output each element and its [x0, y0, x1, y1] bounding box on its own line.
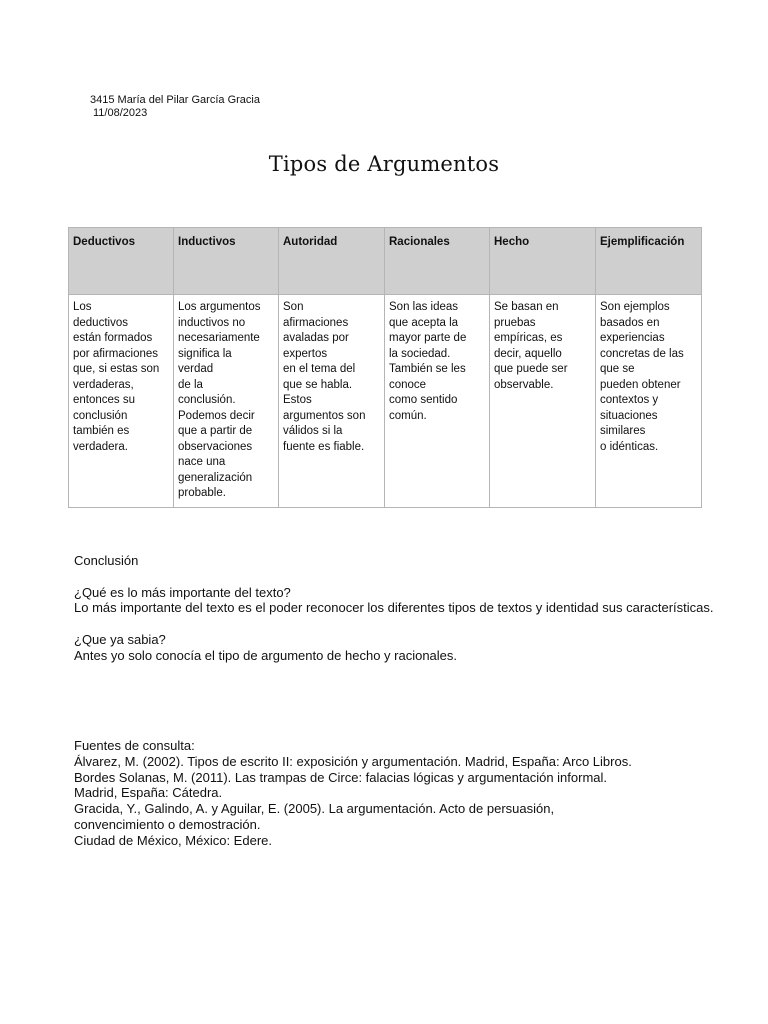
answer-2: Antes yo solo conocía el tipo de argumento de hecho y racionales.: [74, 647, 458, 663]
document-header: [90, 94, 260, 120]
question-2: ¿Que ya sabia?: [74, 631, 166, 647]
header-deductivos: Deductivos: [69, 228, 174, 295]
source-line: Gracida, Y., Galindo, A. y Aguilar, E. (2005). La argumentación. Acto de persuasión,: [74, 801, 555, 817]
cell-hecho: Se basan en pruebas empíricas, es decir, aquello que puede ser observable.: [490, 295, 596, 508]
source-line: Álvarez, M. (2002). Tipos de escrito II: exposición y argumentación. Madrid, España: Arco Libros.: [74, 753, 632, 769]
source-line: Madrid, España: Cátedra.: [74, 785, 223, 801]
author-line: 3415 María del Pilar García Gracia: [90, 94, 260, 106]
sources-heading: Fuentes de consulta:: [74, 738, 195, 753]
header-hecho: Hecho: [490, 228, 596, 295]
answer-1: Lo más importante del texto es el poder reconocer los diferentes tipos de textos y identidad sus características.: [74, 600, 714, 616]
source-line: convencimiento o demostración.: [74, 816, 261, 832]
document-date: 11/08/2023: [93, 107, 148, 119]
table-header-row: [69, 228, 702, 295]
header-ejemplificacion: Ejemplificación: [596, 228, 702, 295]
question-1: ¿Qué es lo más importante del texto?: [74, 584, 291, 600]
page-title: Tipos de Argumentos: [268, 152, 500, 176]
cell-ejemplificacion: Son ejemplos basados en experiencias concretas de las que se pueden obtener contextos y situaciones similares o idénticas.: [596, 295, 702, 508]
header-inductivos: Inductivos: [174, 228, 279, 295]
cell-inductivos: Los argumentos inductivos no necesariamente significa la verdad de la conclusión. Podemos decir que a partir de observaciones nace una generalización probable.: [174, 295, 279, 508]
table-row: [69, 295, 702, 508]
header-autoridad: Autoridad: [279, 228, 385, 295]
conclusion-heading: Conclusión: [74, 553, 139, 568]
cell-racionales: Son las ideas que acepta la mayor parte de la sociedad. También se les conoce como sentido común.: [385, 295, 490, 508]
sources-section: [74, 738, 714, 849]
source-line: Bordes Solanas, M. (2011). Las trampas de Circe: falacias lógicas y argumentación informal.: [74, 769, 608, 785]
cell-autoridad: Son afirmaciones avaladas por expertos en el tema del que se habla. Estos argumentos son válidos si la fuente es fiable.: [279, 295, 385, 508]
cell-deductivos: Los deductivos están formados por afirmaciones que, si estas son verdaderas, entonces su conclusión también es verdadera.: [69, 295, 174, 508]
argument-types-table: [68, 227, 702, 508]
header-racionales: Racionales: [385, 228, 490, 295]
source-line: Ciudad de México, México: Edere.: [74, 832, 272, 848]
conclusion-section: [74, 553, 714, 664]
